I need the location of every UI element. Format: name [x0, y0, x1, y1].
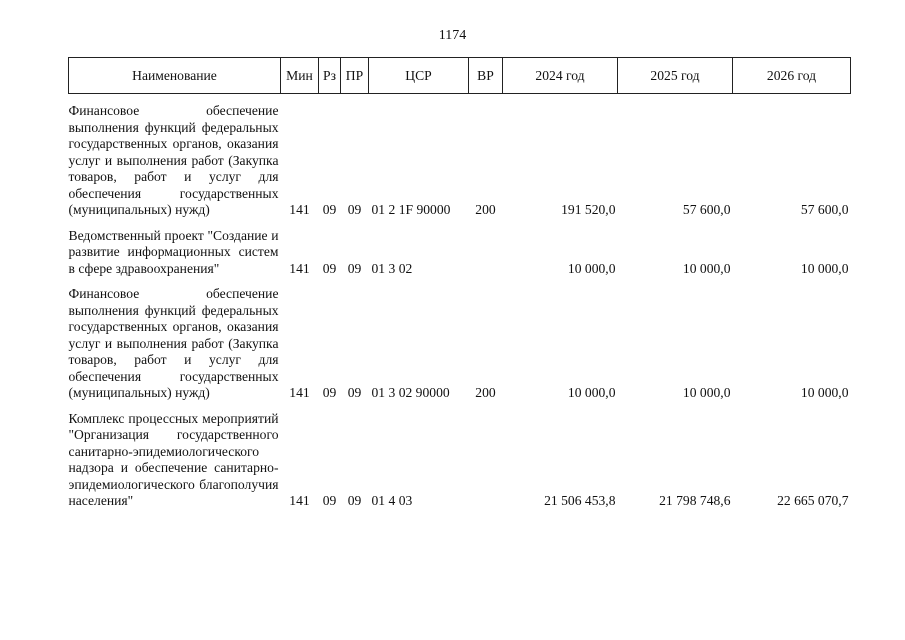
header-csr: ЦСР	[369, 58, 469, 94]
page-number: 1174	[438, 28, 467, 43]
header-pr: ПР	[341, 58, 369, 94]
row-vr	[469, 402, 503, 510]
row-2026: 57 600,0	[800, 202, 849, 217]
row-csr: 01 4 03	[371, 493, 413, 508]
table-row	[69, 219, 851, 278]
header-2025: 2025 год	[618, 58, 733, 94]
row-rz: 09	[322, 260, 337, 276]
row-pr: 09	[347, 260, 362, 276]
row-pr: 09	[347, 385, 362, 400]
row-rz: 09	[322, 385, 337, 400]
header-2026: 2026 год	[733, 58, 851, 94]
row-2024: 191 520,0	[561, 202, 616, 217]
row-min: 141	[289, 385, 310, 400]
table-row	[69, 94, 851, 219]
row-pr: 09	[347, 493, 362, 508]
table-row	[69, 277, 851, 402]
table-header-row	[69, 58, 851, 94]
header-vr: ВР	[469, 58, 503, 94]
row-2024: 10 000,0	[567, 385, 616, 400]
row-2026: 10 000,0	[800, 260, 849, 276]
row-name: Ведомственный проект "Создание и развитие информационных систем в сфере здравоохранения"	[68, 227, 279, 276]
row-rz: 09	[322, 202, 337, 217]
header-min: Мин	[281, 58, 319, 94]
row-2025: 10 000,0	[682, 385, 731, 400]
row-csr: 01 3 02	[371, 260, 413, 276]
row-min: 141	[289, 202, 310, 217]
row-csr: 01 2 1F 90000	[371, 202, 451, 217]
budget-table	[68, 57, 851, 510]
row-2024: 10 000,0	[567, 260, 616, 276]
header-name: Наименование	[69, 58, 281, 94]
row-csr: 01 3 02 90000	[371, 385, 450, 400]
row-2026: 22 665 070,7	[777, 493, 849, 508]
row-vr: 200	[475, 385, 496, 400]
row-rz: 09	[322, 493, 337, 508]
row-vr: 200	[475, 202, 496, 217]
row-2025: 21 798 748,6	[659, 493, 731, 508]
row-2025: 57 600,0	[682, 202, 731, 217]
row-name: Финансовое обеспечение выполнения функций федеральных государственных органов, оказания услуг и выполнения работ (Закупка товаров, работ и услуг для обеспечения государственных (муниципальных) нужд)	[68, 286, 279, 400]
row-2025: 10 000,0	[682, 260, 731, 276]
row-2024: 21 506 453,8	[544, 493, 616, 508]
row-2026: 10 000,0	[800, 385, 849, 400]
row-pr: 09	[347, 202, 362, 217]
row-min: 141	[289, 493, 310, 508]
row-min: 141	[289, 260, 310, 276]
row-name: Комплекс процессных мероприятий "Организация государственного санитарно-эпидемиологического надзора и обеспечение санитарно-эпидемиологического благополучия населения"	[68, 410, 279, 508]
header-2024: 2024 год	[503, 58, 618, 94]
row-vr	[469, 219, 503, 278]
header-rz: Рз	[319, 58, 341, 94]
table-row	[69, 402, 851, 510]
row-name: Финансовое обеспечение выполнения функций федеральных государственных органов, оказания услуг и выполнения работ (Закупка товаров, работ и услуг для обеспечения государственных (муниципальных) нужд)	[68, 103, 279, 217]
